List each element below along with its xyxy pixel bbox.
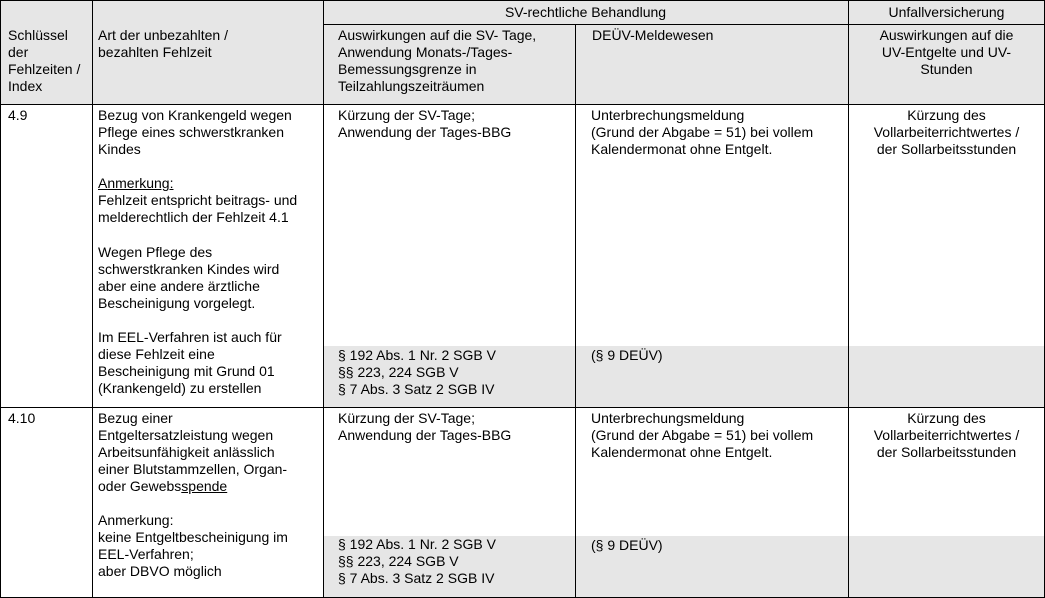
row-separator: [0, 407, 1045, 408]
row-note-label: Anmerkung:: [98, 512, 174, 528]
row-sv-reference: § 192 Abs. 1 Nr. 2 SGB V §§ 223, 224 SGB V § 7 Abs. 3 Satz 2 SGB IV: [338, 536, 496, 586]
row-sv-reference: § 192 Abs. 1 Nr. 2 SGB V §§ 223, 224 SGB V § 7 Abs. 3 Satz 2 SGB IV: [338, 347, 496, 397]
row-sv-tage: Kürzung der SV-Tage; Anwendung der Tages-BBG: [338, 107, 512, 140]
row-key: 4.10: [8, 410, 36, 426]
row-art-extra: Wegen Pflege des schwerstkranken Kindes wird aber eine andere ärztliche Bescheinigung vorgelegt.: [98, 244, 280, 311]
row-deuev-reference: (§ 9 DEÜV): [591, 537, 663, 553]
col-divider-1: [92, 0, 93, 598]
row-art-note: keine Entgeltbescheinigung im EEL-Verfahren; aber DBVO möglich: [98, 529, 288, 579]
row-deuev: Unterbrechungsmeldung (Grund der Abgabe = 51) bei vollem Kalendermonat ohne Entgelt.: [591, 410, 814, 460]
header-key-label: Schlüssel der Fehlzeiten / Index: [8, 27, 81, 94]
table-left-border: [0, 0, 1, 598]
row-deuev-reference: (§ 9 DEÜV): [591, 347, 663, 363]
col-divider-3: [575, 24, 576, 598]
header-uv-label: Auswirkungen auf die UV-Entgelte und UV- Stunden: [879, 27, 1014, 77]
row-note-label: Anmerkung:: [98, 175, 174, 191]
header-sv-group: SV-rechtliche Behandlung: [504, 4, 667, 20]
row-key: 4.9: [8, 107, 28, 123]
header-deuev-label: DEÜV-Meldewesen: [592, 27, 714, 43]
header-bottom-border: [0, 104, 1045, 105]
header-art-label: Art der unbezahlten / bezahlten Fehlzeit: [98, 27, 228, 60]
col-divider-4: [848, 0, 849, 598]
row-art-note: Fehlzeit entspricht beitrags- und melderechtlich der Fehlzeit 4.1: [98, 192, 298, 225]
row-uv: Kürzung des Vollarbeiterrichtwertes / der Sollarbeitsstunden: [873, 410, 1020, 460]
header-sv-tage-label: Auswirkungen auf die SV- Tage, Anwendung Monats-/Tages- Bemessungsgrenze in Teilzahlungszeiträumen: [338, 27, 537, 94]
row-uv: Kürzung des Vollarbeiterrichtwertes / der Sollarbeitsstunden: [873, 107, 1020, 157]
table-top-border: [0, 0, 1045, 1]
row-deuev: Unterbrechungsmeldung (Grund der Abgabe = 51) bei vollem Kalendermonat ohne Entgelt.: [591, 107, 814, 157]
row-art-intro-text: Bezug einer Entgeltersatzleistung wegen Arbeitsunfähigkeit anlässlich einer Blutstammzellen, Organ- oder Gewebs: [98, 410, 288, 494]
header-uv-group: Unfallversicherung: [888, 4, 1005, 20]
row-art-extra: Im EEL-Verfahren ist auch für diese Fehlzeit eine Bescheinigung mit Grund 01 (Krankengeld) zu erstellen: [98, 329, 282, 396]
row-art-intro-underlined: spende: [181, 478, 228, 494]
row-art-intro: [98, 410, 320, 495]
row-art-intro: Bezug von Krankengeld wegen Pflege eines schwerstkranken Kindes: [98, 107, 292, 157]
group-header-border: [323, 24, 1045, 25]
col-divider-2: [323, 0, 324, 598]
row-sv-tage: Kürzung der SV-Tage; Anwendung der Tages-BBG: [338, 410, 512, 443]
